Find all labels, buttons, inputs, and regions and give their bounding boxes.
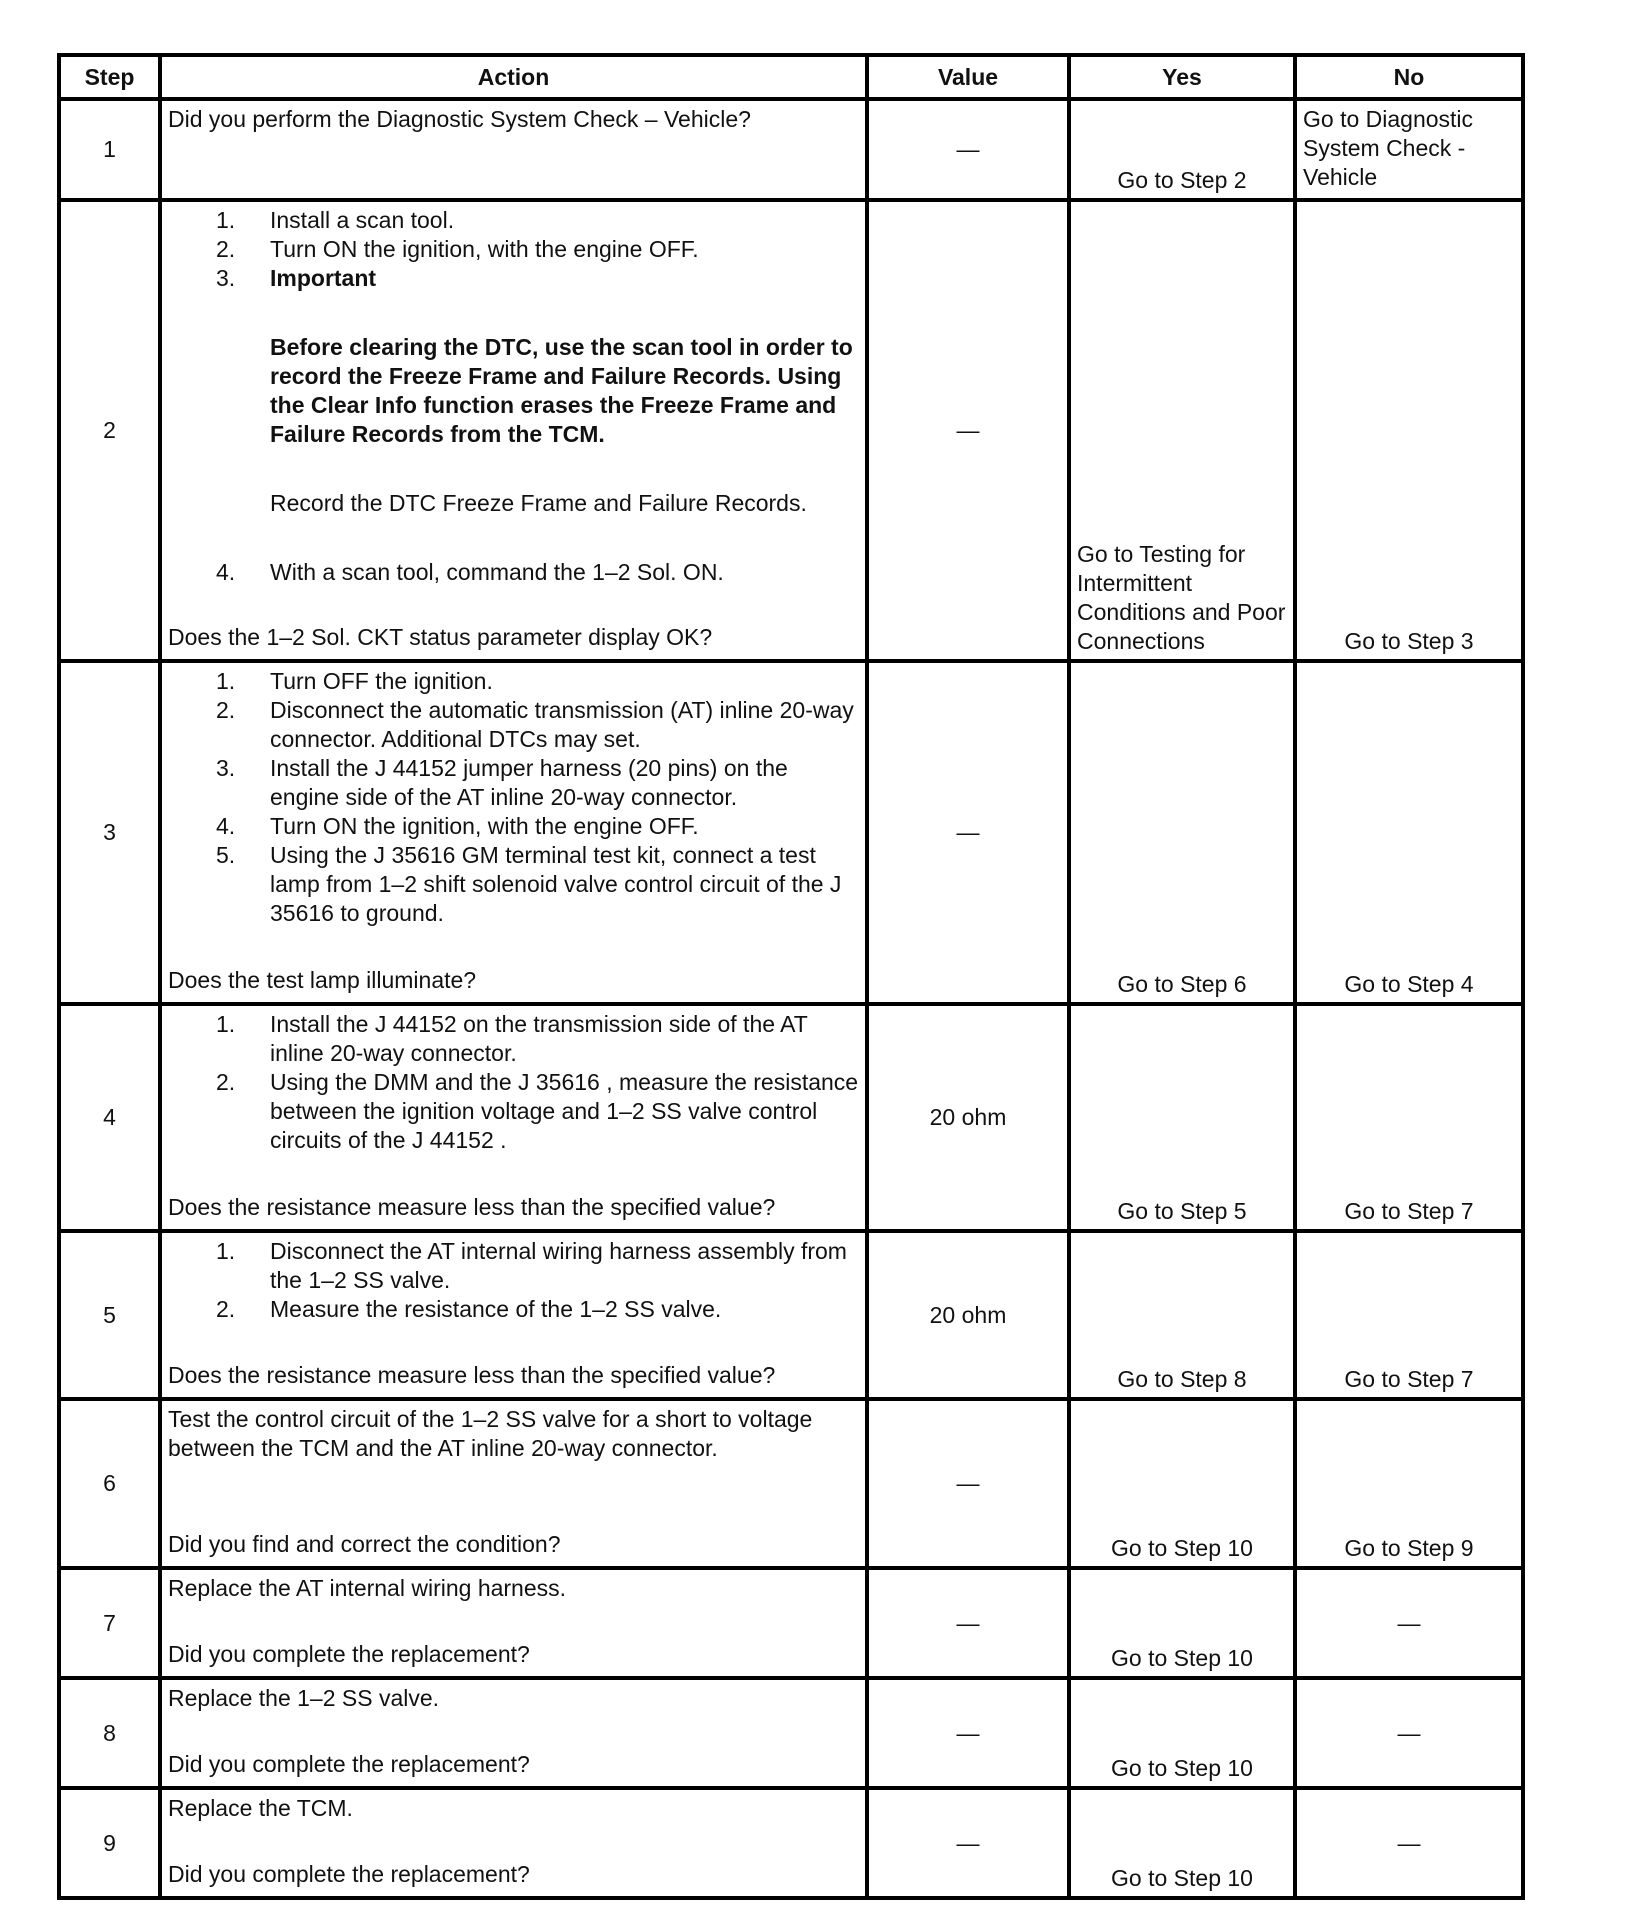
- list-item: 1. Disconnect the AT internal wiring harness assembly from the 1–2 SS valve.: [216, 1238, 847, 1293]
- record-note: Record the DTC Freeze Frame and Failure Records.: [270, 490, 807, 516]
- list-item: 1. Turn OFF the ignition.: [216, 668, 493, 694]
- no-cell: Go to Diagnostic System Check - Vehicle: [1295, 99, 1523, 200]
- list-item: 5. Using the J 35616 GM terminal test kit, connect a test lamp from 1–2 shift solenoid valve control circuit of the J 35616 to ground.: [216, 842, 842, 926]
- table-row: [59, 1678, 1523, 1788]
- action-cell: [160, 1788, 867, 1898]
- table-row: [59, 1399, 1523, 1568]
- value-cell: —: [867, 1678, 1069, 1788]
- table-row: [59, 1568, 1523, 1678]
- value-cell: —: [867, 661, 1069, 1004]
- no-cell: —: [1295, 1788, 1523, 1898]
- yes-cell: Go to Step 5: [1069, 1004, 1295, 1231]
- yes-cell: Go to Step 8: [1069, 1231, 1295, 1399]
- action-cell: [160, 1231, 867, 1399]
- yes-cell: Go to Step 10: [1069, 1788, 1295, 1898]
- yes-cell: Go to Step 6: [1069, 661, 1295, 1004]
- yes-cell: Go to Step 2: [1069, 99, 1295, 200]
- step-number: 9: [59, 1788, 160, 1898]
- action-cell: [160, 200, 867, 661]
- action-cell: [160, 1399, 867, 1568]
- no-cell: —: [1295, 1568, 1523, 1678]
- action-text: Replace the TCM.: [168, 1795, 353, 1821]
- question-text: Did you complete the replacement?: [168, 1751, 530, 1777]
- action-list: [168, 667, 859, 928]
- no-cell: Go to Step 4: [1295, 661, 1523, 1004]
- yes-cell: Go to Step 10: [1069, 1678, 1295, 1788]
- no-cell: Go to Step 7: [1295, 1231, 1523, 1399]
- no-cell: Go to Step 3: [1295, 200, 1523, 661]
- action-text: Replace the AT internal wiring harness.: [168, 1575, 567, 1601]
- value-cell: —: [867, 1788, 1069, 1898]
- table-row: [59, 99, 1523, 200]
- diagnostic-table: [57, 53, 1525, 1900]
- action-text: Test the control circuit of the 1–2 SS valve for a short to voltage between the TCM and the AT inline 20-way connector.: [168, 1406, 813, 1461]
- list-item: 2. Using the DMM and the J 35616 , measure the resistance between the ignition voltage and 1–2 SS valve control circuits of the J 44152 .: [216, 1069, 859, 1153]
- step-number: 3: [59, 661, 160, 1004]
- header-yes: Yes: [1069, 55, 1295, 99]
- step-number: 1: [59, 99, 160, 200]
- no-cell: Go to Step 9: [1295, 1399, 1523, 1568]
- list-item: 2. Measure the resistance of the 1–2 SS valve.: [216, 1296, 722, 1322]
- table-row: [59, 661, 1523, 1004]
- important-note: Before clearing the DTC, use the scan tool in order to record the Freeze Frame and Failure Records. Using the Clear Info function erases the Freeze Frame and Failure Records from the TCM.: [270, 334, 853, 447]
- action-list: [168, 558, 859, 587]
- question-text: Does the resistance measure less than the specified value?: [168, 1194, 776, 1220]
- action-cell: [160, 1678, 867, 1788]
- step-number: 4: [59, 1004, 160, 1231]
- yes-cell: Go to Step 10: [1069, 1568, 1295, 1678]
- value-cell: —: [867, 99, 1069, 200]
- list-item: 4. With a scan tool, command the 1–2 Sol. ON.: [216, 559, 724, 585]
- no-cell: Go to Step 7: [1295, 1004, 1523, 1231]
- step-number: 6: [59, 1399, 160, 1568]
- list-item: 1. Install a scan tool.: [216, 207, 455, 233]
- table-header-row: [59, 55, 1523, 99]
- list-item: 3. Install the J 44152 jumper harness (20 pins) on the engine side of the AT inline 20-way connector.: [216, 755, 788, 810]
- action-text: Did you perform the Diagnostic System Check – Vehicle?: [168, 106, 751, 132]
- diagnostic-table-sheet: [57, 53, 1521, 1900]
- action-list: [168, 1010, 859, 1155]
- question-text: Does the test lamp illuminate?: [168, 967, 477, 993]
- value-cell: —: [867, 1399, 1069, 1568]
- header-step: Step: [59, 55, 160, 99]
- action-cell: [160, 1004, 867, 1231]
- step-number: 2: [59, 200, 160, 661]
- list-item: 1. Install the J 44152 on the transmission side of the AT inline 20-way connector.: [216, 1011, 808, 1066]
- action-list: [168, 206, 859, 293]
- action-list: [168, 1237, 859, 1324]
- value-cell: 20 ohm: [867, 1004, 1069, 1231]
- question-text: Did you complete the replacement?: [168, 1861, 530, 1887]
- value-cell: —: [867, 1568, 1069, 1678]
- header-value: Value: [867, 55, 1069, 99]
- header-no: No: [1295, 55, 1523, 99]
- value-cell: —: [867, 200, 1069, 661]
- action-cell: [160, 1568, 867, 1678]
- yes-cell: Go to Step 10: [1069, 1399, 1295, 1568]
- list-item: 2. Disconnect the automatic transmission (AT) inline 20-way connector. Additional DTCs may set.: [216, 697, 854, 752]
- no-cell: —: [1295, 1678, 1523, 1788]
- list-item: 4. Turn ON the ignition, with the engine OFF.: [216, 813, 699, 839]
- action-cell: [160, 99, 867, 200]
- list-item: 2. Turn ON the ignition, with the engine OFF.: [216, 236, 699, 262]
- question-text: Does the 1–2 Sol. CKT status parameter display OK?: [168, 624, 713, 650]
- table-row: [59, 1004, 1523, 1231]
- list-item: 3. Important: [216, 265, 377, 291]
- step-number: 8: [59, 1678, 160, 1788]
- question-text: Did you find and correct the condition?: [168, 1531, 561, 1557]
- value-cell: 20 ohm: [867, 1231, 1069, 1399]
- table-row: [59, 1231, 1523, 1399]
- action-text: Replace the 1–2 SS valve.: [168, 1685, 440, 1711]
- yes-cell: Go to Testing for Intermittent Conditions and Poor Connections: [1069, 200, 1295, 661]
- table-row: [59, 200, 1523, 661]
- step-number: 5: [59, 1231, 160, 1399]
- step-number: 7: [59, 1568, 160, 1678]
- question-text: Does the resistance measure less than the specified value?: [168, 1362, 776, 1388]
- header-action: Action: [160, 55, 867, 99]
- action-cell: [160, 661, 867, 1004]
- table-row: [59, 1788, 1523, 1898]
- question-text: Did you complete the replacement?: [168, 1641, 530, 1667]
